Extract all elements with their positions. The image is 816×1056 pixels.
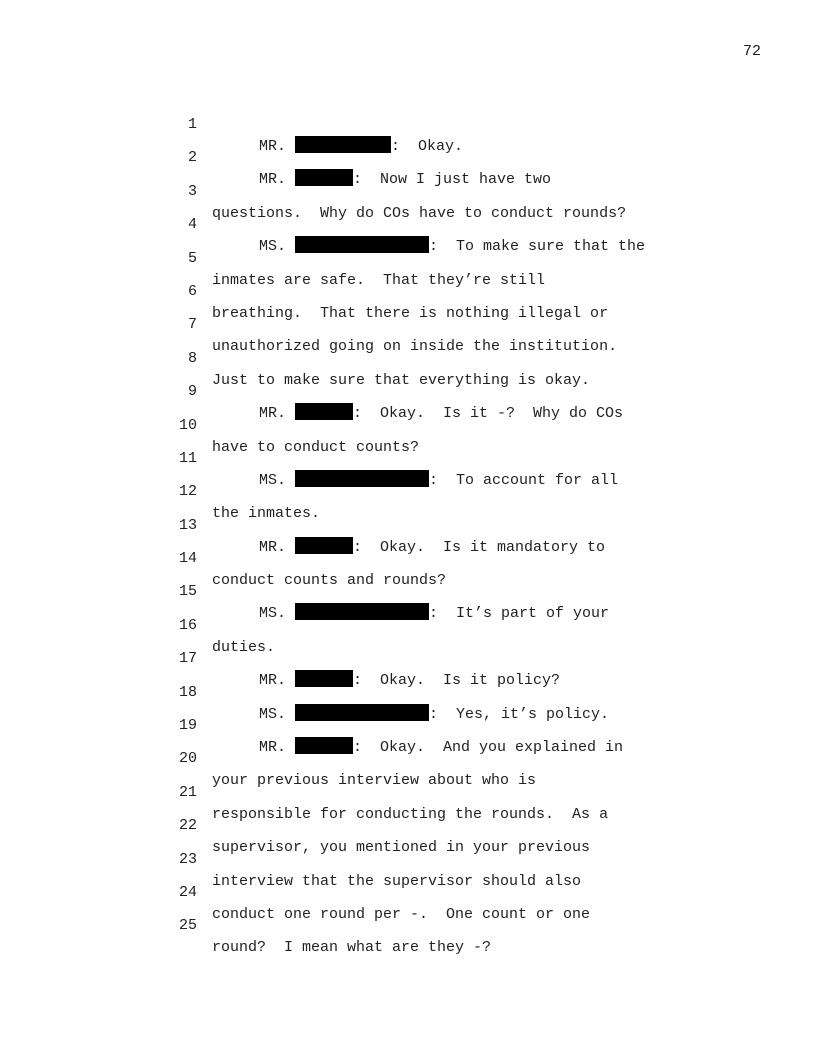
speaker-title: MR. [259,171,296,189]
line-number: 24 [178,883,197,901]
transcript-line [160,92,720,155]
line-number: 6 [187,282,197,300]
line-text: : Okay. Is it policy? [353,672,561,690]
line-text: interview that the supervisor should also [212,872,582,890]
speaker-title: MS. [259,705,296,723]
line-number: 7 [187,316,197,334]
speaker-title: MS. [259,471,296,489]
transcript-line [160,760,720,823]
transcript-line [160,893,720,957]
line-text: have to conduct counts? [212,438,420,456]
transcript-line [160,459,720,523]
transcript-line [160,559,720,623]
transcript-line [160,693,720,757]
line-number: 19 [178,717,197,735]
line-text: : To make sure that the [429,238,646,256]
transcript-line [160,159,720,222]
line-text: duties. [212,638,276,656]
speaker-title: MS. [259,238,296,256]
line-number: 2 [187,149,197,167]
speaker-title: MR. [259,739,296,757]
line-text: conduct one round per -. One count or one [212,905,591,923]
line-text: : Okay. Is it -? Why do COs [353,405,624,423]
line-text: responsible for conducting the rounds. As a [212,805,609,823]
line-text: : It’s part of your [429,605,610,623]
transcript-line [160,326,720,389]
line-number: 17 [178,650,197,668]
line-text: : To account for all [429,471,619,489]
line-number: 20 [178,750,197,768]
line-text: Just to make sure that everything is okay. [212,371,591,389]
line-number: 15 [178,583,197,601]
line-number: 18 [178,683,197,701]
transcript-line [160,192,720,256]
line-number: 10 [178,416,197,434]
line-text: supervisor, you mentioned in your previous [212,839,591,857]
line-text: breathing. That there is nothing illegal or [212,304,609,322]
line-text: : Okay. Is it mandatory to [353,538,606,556]
line-number: 5 [187,249,197,267]
line-text: inmates are safe. That they’re still [212,271,546,289]
line-text: unauthorized going on inside the institution. [212,338,618,356]
line-number: 16 [178,616,197,634]
line-text: your previous interview about who is [212,772,537,790]
transcript-line [160,660,720,723]
line-text: the inmates. [212,505,321,523]
transcript-line [160,125,720,189]
transcript-line [160,292,720,356]
transcript-line [160,426,720,489]
transcript-line [160,226,720,289]
line-number: 13 [178,516,197,534]
line-number: 14 [178,550,197,568]
line-number: 8 [187,349,197,367]
line-number: 23 [178,850,197,868]
line-number: 1 [187,116,197,133]
line-text: conduct counts and rounds? [212,572,447,590]
line-text: : Now I just have two [353,171,552,189]
transcript-line [160,259,720,322]
transcript-line [160,493,720,556]
transcript-line [160,526,720,590]
line-text: : Okay. And you explained in [353,739,624,757]
line-text: : Okay. [391,138,464,155]
line-number: 25 [178,917,197,935]
transcript-line [160,827,720,890]
transcript-line [160,593,720,656]
line-number: 11 [178,449,197,467]
speaker-title: MR. [259,672,296,690]
line-number: 12 [178,483,197,501]
transcript-line [160,793,720,857]
line-text: round? I mean what are they -? [212,939,492,957]
line-number: 4 [187,216,197,234]
transcript-line [160,626,720,690]
page-number: 72 [742,43,761,60]
transcript-line [160,860,720,923]
line-text: questions. Why do COs have to conduct rounds? [212,204,627,222]
transcript-line [160,726,720,790]
line-number: 22 [178,817,197,835]
speaker-title: MR. [259,405,296,423]
line-number: 21 [178,783,197,801]
speaker-title: MR. [259,138,296,155]
speaker-title: MS. [259,605,296,623]
line-number: 9 [187,383,197,401]
line-number: 3 [187,182,197,200]
transcript-line [160,393,720,456]
speaker-title: MR. [259,538,296,556]
transcript-line [160,359,720,423]
line-text: : Yes, it’s policy. [429,705,610,723]
transcript-body [160,92,720,957]
